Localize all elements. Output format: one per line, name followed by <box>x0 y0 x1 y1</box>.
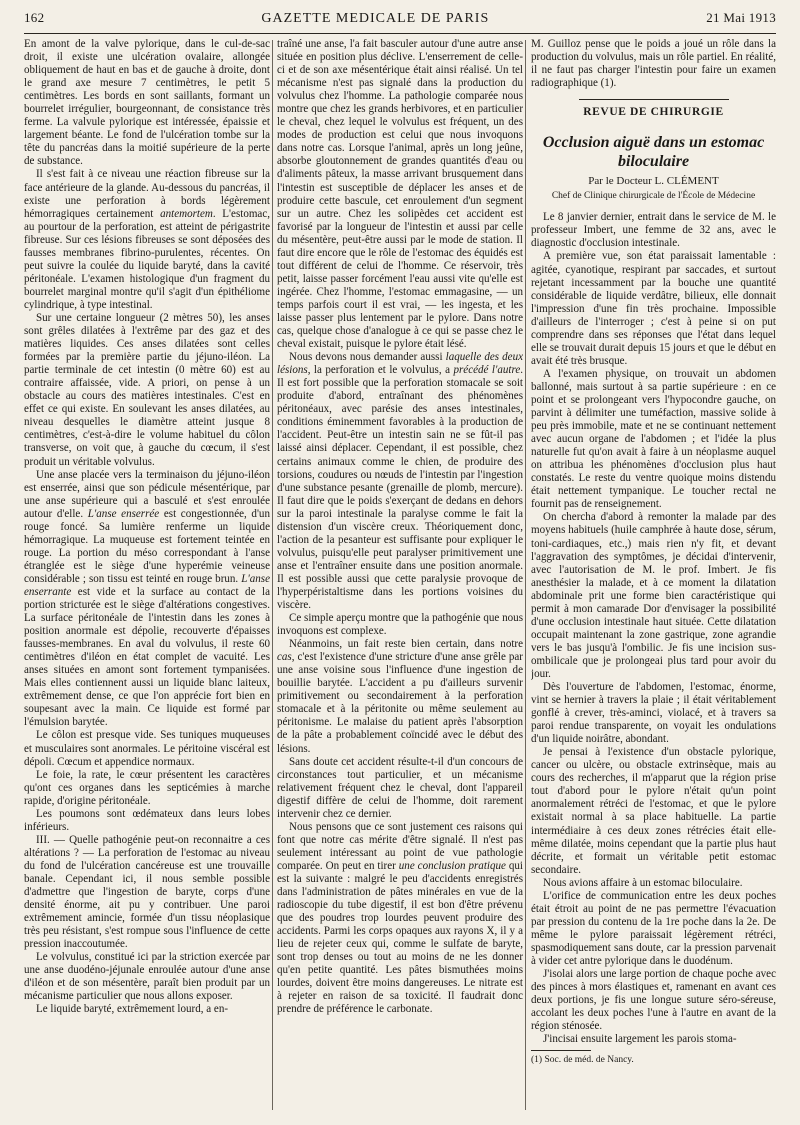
section-rule <box>579 99 729 100</box>
paragraph: M. Guilloz pense que le poids a joué un rôle dans la production du volvulus, mais un rôle partiel. En réalité, il ne faut pas charger l'intestin pour faire un examen radiographique (1). <box>531 38 776 90</box>
text-run: , c'est l'existence d'une stricture d'une anse grêle par une anse voisine sous l'influence d'une ingestion de bouillie barytée. L'accident a pu d'ailleurs survenir primitivement ou secondairement à la perforation stomacale et à la péritonite ou même seulement au péritonisme. Le malaise du patient après l'absorption de la pâte a probablement coïncidé avec le début des lésions. <box>277 651 523 755</box>
italic-term: antemortem <box>160 207 213 220</box>
paragraph: Le 8 janvier dernier, entrait dans le service de M. le professeur Imbert, une femme de 32 ans, avec le diagnostic d'occlusion intestinale. <box>531 211 776 250</box>
italic-term: une conclusion pratique <box>398 859 506 872</box>
issue-date: 21 Mai 1913 <box>706 10 776 25</box>
header-rule <box>24 33 776 34</box>
paragraph: III. — Quelle pathogénie peut-on reconnaitre a ces altérations ? — La perforation de l'estomac au niveau du fond de l'ulcération cancéreuse est une trouvaille banale. Cependant ici, il nous semble possible d'admettre que l'ingestion de baryte, corps d'une densité énorme, ait pu y contribuer. Une paroi extrêmement amincie, formée d'un tissu néoplasique très peu résistant, s'est rompue sous l'influence de cette pression inaccoutumée. <box>24 833 270 951</box>
paragraph <box>277 351 523 612</box>
paragraph: Le foie, la rate, le cœur présentent les caractères qu'ont ces organes dans les septicémies à marche rapide, d'origine péritonéale. <box>24 768 270 807</box>
italic-term: L'anse enserrée <box>87 507 160 520</box>
text-run: est vide et la surface au contact de la portion stricturée est le siège d'altérations congestives. La surface péritonéale de l'intestin dans les zones à position anormale est dépolie, recouverte d'épaisses fausses-membranes. En aval du volvulus, il reste 60 centimètres d'iléon en état complet de vacuité. Les anses situées en amont sont fortement tympanisées. Mais elles contiennent aussi un liquide blanc laiteux, extrêmement dense, ce que l'on apprécie fort bien en soupesant avec la main. Ce liquide est formé par l'émulsion barytée. <box>24 585 270 729</box>
paragraph: En amont de la valve pylorique, dans le cul-de-sac droit, il existe une ulcération ovalaire, allongée obliquement de haut en bas et de gauche à droite, dont le grand axe mesure 7 centimètres, le petit 5 centimètres. Les bords en sont saillants, formant un bourrelet irrégulier, bourgeonnant, de consistance très ferme. La valvule pylorique est intéressée, épaissie et largement béante. Le fond de l'ulcération tombe sur la tête du pancréas dans la moitié supérieure de la perte de substance. <box>24 38 270 168</box>
paragraph: Nous avions affaire à un estomac biloculaire. <box>543 876 743 889</box>
text-run: est congestionnée, d'un rouge foncé. Sa lumière renferme un liquide hémorragique. La muqueuse est fortement teintée en rouge. La portion du méso correspondant à l'anse étranglée est le siège d'une hyperémie veineuse considérable ; son tissu est teinté en rouge brun. <box>24 507 270 585</box>
author-affiliation: Chef de Clinique chirurgicale de l'École de Médecine <box>551 191 756 202</box>
column-1 <box>24 38 270 1113</box>
paragraph: A première vue, son état paraissait lamentable : agitée, cyanotique, respirant par saccades, et surtout rejetant incessamment par la bouche une quantité considérable de liquide verdâtre, bilieux, elle donnait l'impression d'une fin très prochaine. Impossible d'ailleurs de l'interroger ; c'est à peine si on put comprendre dans ses réponses que l'état dans lequel elle se trouvait durait depuis 15 jours et que le début en avait été très brusque. <box>531 250 776 367</box>
paragraph: Le volvulus, constitué ici par la striction exercée par une anse duodéno-jéjunale enroulée autour d'une anse d'iléon et de son mésentère, paraît bien produit par un mécanisme particulier que nous allons exposer. <box>24 951 270 1003</box>
page-number: 162 <box>24 10 45 25</box>
paragraph: Les poumons sont œdémateux dans leurs lobes inférieurs. <box>24 807 270 833</box>
section-heading: REVUE DE CHIRURGIE <box>583 106 724 119</box>
text-run: Une anse placée vers la terminaison du jéjuno-iléon est enserrée, ainsi que son pédicule mésentérique, par une anse supérieure qui a basculé et s'est enroulée autour d'elle. <box>24 468 270 520</box>
footnote-rule <box>531 1050 591 1051</box>
paragraph: Sur une certaine longueur (2 mètres 50), les anses sont grêles dilatées à l'extrême par des gaz et des matières liquides. Ces anses dilatées sont celles formées par la première partie du jéjuno-iléon. La partie terminale de cet intestin (0 mètre 60) est au contraire affaissée, vide. A priori, on pense à un obstacle au cours des matières intestinales. C'est en effet ce qui existe. En soulevant les anses dilatées, au niveau desquelles le diamètre atteint jusque 8 centimètres, c'est-à-dire le volume habituel du côlon transverse, on voit que, à gauche du cœcum, il s'est produit un véritable volvulus. <box>24 311 270 468</box>
paragraph: A l'examen physique, on trouvait un abdomen ballonné, mais surtout à sa partie supérieure : en ce point et se prolongeant vers l'hypocondre gauche, on parvint à délimiter une tuméfaction, massive solide à peu près immobile, mate et ne se continuant nettement avec aucun organe de l'abdomen ; et l'idée la plus naturelle fut qu'on avait à faire à un néoplasme auquel on attribua les phénomènes d'occlusion plus haut constatés. Le reste du ventre quoique moins distendu était nettement tympanique. Le toucher rectal ne fournit pas de renseignement. <box>531 367 776 511</box>
italic-term: précédé l'autre <box>453 364 521 377</box>
text-run: . L'estomac, au pourtour de la perforation, est atteint de périgastrite fibreuse. Sur ces lésions fibreuses se sont déposées des fausses membranes fibrino-purulentes, récentes. On peut suivre la coulée du liquide baryté, dans la cavité péritonéale. L'examen histologique d'un fragment du bourrelet marginal montre qu'il s'agit d'un épithéliome cylindrique, à type intestinal. <box>24 207 270 311</box>
column-divider <box>525 40 526 1110</box>
italic-term: L'anse enserrante <box>24 572 270 598</box>
text-run: Nous devons nous demander aussi <box>289 351 446 364</box>
paragraph: Dès l'ouverture de l'abdomen, l'estomac, énorme, vint se hernier à travers la plaie ; il était véritablement gonflé à crever, très-aminci, violacé, et à travers sa paroi rendue transparente, on voyait les ondulations d'un liquide noirâtre, abondant. <box>531 681 776 746</box>
text-run: , la perforation et le volvulus, a <box>307 364 454 377</box>
article-title: Occlusion aiguë dans un estomac biloculaire <box>542 134 765 171</box>
footnote: (1) Soc. de méd. de Nancy. <box>531 1055 634 1066</box>
paragraph: Ce simple aperçu montre que la pathogénie que nous invoquons est complexe. <box>277 612 523 638</box>
paragraph: J'incisai ensuite largement les parois stoma- <box>543 1033 737 1046</box>
text-run: . Il est fort possible que la perforation stomacale se soit produite d'abord, entraînant des phénomènes péritonéaux, avec parésie des anses intestinales, conditions éminemment favorables à la production de l'accident. Peut-être un intestin sain ne se fût-il pas laissé ainsi déplacer. Cependant, il est possible, chez certains animaux comme le chien, de produire des torsions, coudures ou nœuds de l'intestin par l'ingestion d'une substance pesante (grenaille de plomb, mercure). Il faut dire que le poids s'exerçant de dedans en dehors sur la paroi intestinale la paralyse comme le fait la distension d'un viscère creux. Théoriquement donc, l'action de la pesanteur est suffisante pour expliquer le volvulus, puisqu'elle peut paralyser primitivement une anse et l'entraîner ensuite dans une position anormale. Il est possible aussi que cette paralysie provoque de l'hyperpéristaltisme dans les portions voisines du viscère. <box>277 364 523 612</box>
journal-title: GAZETTE MEDICALE DE PARIS <box>261 11 490 26</box>
text-run: Nous pensons que ce sont justement ces raisons qui font que notre cas mérite d'être signalé. Il n'est pas seulement intéressant au point de vue pathologie comparée. On peut en tirer <box>277 820 523 872</box>
paragraph: Le liquide baryté, extrêmement lourd, a en- <box>36 1003 229 1016</box>
paragraph: L'orifice de communication entre les deux poches était étroit au point de ne pas permettre l'évacuation par pression du contenu de la 1re poche dans la 2e. De même le pylore paraissait légèrement rétréci, spasmodiquement sans doute, car la pression parvenait à vider cet antre pylorique dans le duodénum. <box>531 889 776 967</box>
column-3 <box>531 38 776 1113</box>
paragraph: Sans doute cet accident résulte-t-il d'un concours de circonstances tout particulier, et un mécanisme relativement fréquent chez le cheval, dont l'appareil digestif diffère de celui de l'homme, doit rarement intervenir chez ce dernier. <box>277 755 523 820</box>
column-divider <box>272 40 273 1110</box>
paragraph <box>24 168 270 312</box>
italic-term: laquelle des deux lésions <box>277 351 523 377</box>
paragraph: traîné une anse, l'a fait basculer autour d'une autre anse située en position plus déclive. L'enserrement de celle-ci et de son axe mésentérique était ainsi réalisé. Un tel mécanisme n'est pas signalé dans la production du volvulus chez l'homme. La pathologie comparée nous montre que chez les grands herbivores, et en particulier le cheval, chez lequel le volvulus est fréquent, un des modes de production est celui que nous invoquons dans notre cas. Lorsque l'animal, après un long jeûne, absorbe gloutonnement de grandes quantités d'eau ou d'aliments pâteux, la masse arrivant brusquement dans l'intestin est susceptible de déplacer les anses et de produire cette bascule, cet enroulement d'un segment sur un autre. Chez les solipèdes cet accident est favorisé par la longueur de l'intestin et aussi par celle du mésentère, peut-être aussi par le mode de station. Il faut dire encore que le rôle de l'estomac des équidés est tout différent de celui de l'homme. Ce réservoir, très petit, laisse passer forcément l'eau aussi vite qu'elle est ingérée. Chez l'homme, l'estomac emmagasine, — un temps parfois court il est vrai, — les ingesta, et les laisse passer plus lentement par le pylore. Dans notre cas, quelque chose d'analogue à ce qui se passe chez le cheval existait, puisque le pylore était lésé. <box>277 38 523 351</box>
text-run: Néanmoins, un fait reste bien certain, dans notre <box>289 638 523 651</box>
paragraph: Je pensai à l'existence d'un obstacle pylorique, cancer ou ulcère, ou obstacle extrinsèque, mais au cours des recherches, il m'apparut que la région prise tout d'abord pour le pylore n'était qu'un point anormalement rétréci de l'estomac, et que le pylore existait normal à sa place habituelle. La partie intermédiaire à ces deux zones rétrécies était elle-même dilatée, moins cependant que la partie plus haut décrite, et formait un véritable petit estomac secondaire. <box>531 746 776 876</box>
paragraph: Le côlon est presque vide. Ses tuniques muqueuses et musculaires sont anormales. Le péritoine viscéral est dépoli. Cœcum et appendice normaux. <box>24 729 270 768</box>
paragraph: On chercha d'abord à remonter la malade par des moyens habituels (huile camphrée à haute dose, sérum, toni-cardiaques, etc.,) mais rien n'y fit, et devant l'aggravation des symptômes, je décidai d'intervenir, avec l'autorisation de M. le prof. Imbert. Je fis anesthésier la malade, et à ce moment la dilatation abdominale prit une forme bien caractéristique qui permit à mon camarade Dor d'envisager la possibilité d'une occlusion intestinale haut située. Cette dilatation occupait maintenant la zone gastrique, zone agrandie vers le bas jusqu'à l'ombilic. Je fis une incision sus-ombilicale que je prolongeai plus tard pour avoir du jour. <box>531 511 776 680</box>
paragraph: J'isolai alors une large portion de chaque poche avec des pinces à mors élastiques et, ramenant en avant ces deux portions, je fis une longue suture séro-séreuse, accolant les deux poches l'une à l'autre en avant de la région sténosée. <box>531 968 776 1033</box>
text-run: qui est la suivante : malgré le peu d'accidents enregistrés dans l'administration de pâtes minérales en vue de la radioscopie du tube digestif, il est bon d'être prévenu que des poudres trop lourdes peuvent produire des accidents. Parmi les corps opaques aux rayons X, il y a lieu de rejeter ceux qui, comme le sulfate de baryte, sont trop denses ou tout au moins de ne les donner qu'en petite quantité. Les pâtes bismuthées moins lourdes, doivent être moins dangereuses. Le nitrate est à rejeter en raison de sa toxicité. Il faudrait donc prendre de préférence le carbonate. <box>277 859 523 1016</box>
paragraph <box>277 638 523 755</box>
paragraph <box>24 469 270 730</box>
italic-term: cas <box>277 651 292 664</box>
article-author: Par le Docteur L. CLÉMENT <box>588 175 719 188</box>
column-2 <box>277 38 523 1113</box>
text-run: Il s'est fait à ce niveau une réaction fibreuse sur la face antérieure de la glande. Au-dessous du pancréas, il existe une perforation à bords légèrement hémorragiques certainement <box>24 168 270 220</box>
paragraph <box>277 821 523 1017</box>
page-header <box>24 10 776 32</box>
